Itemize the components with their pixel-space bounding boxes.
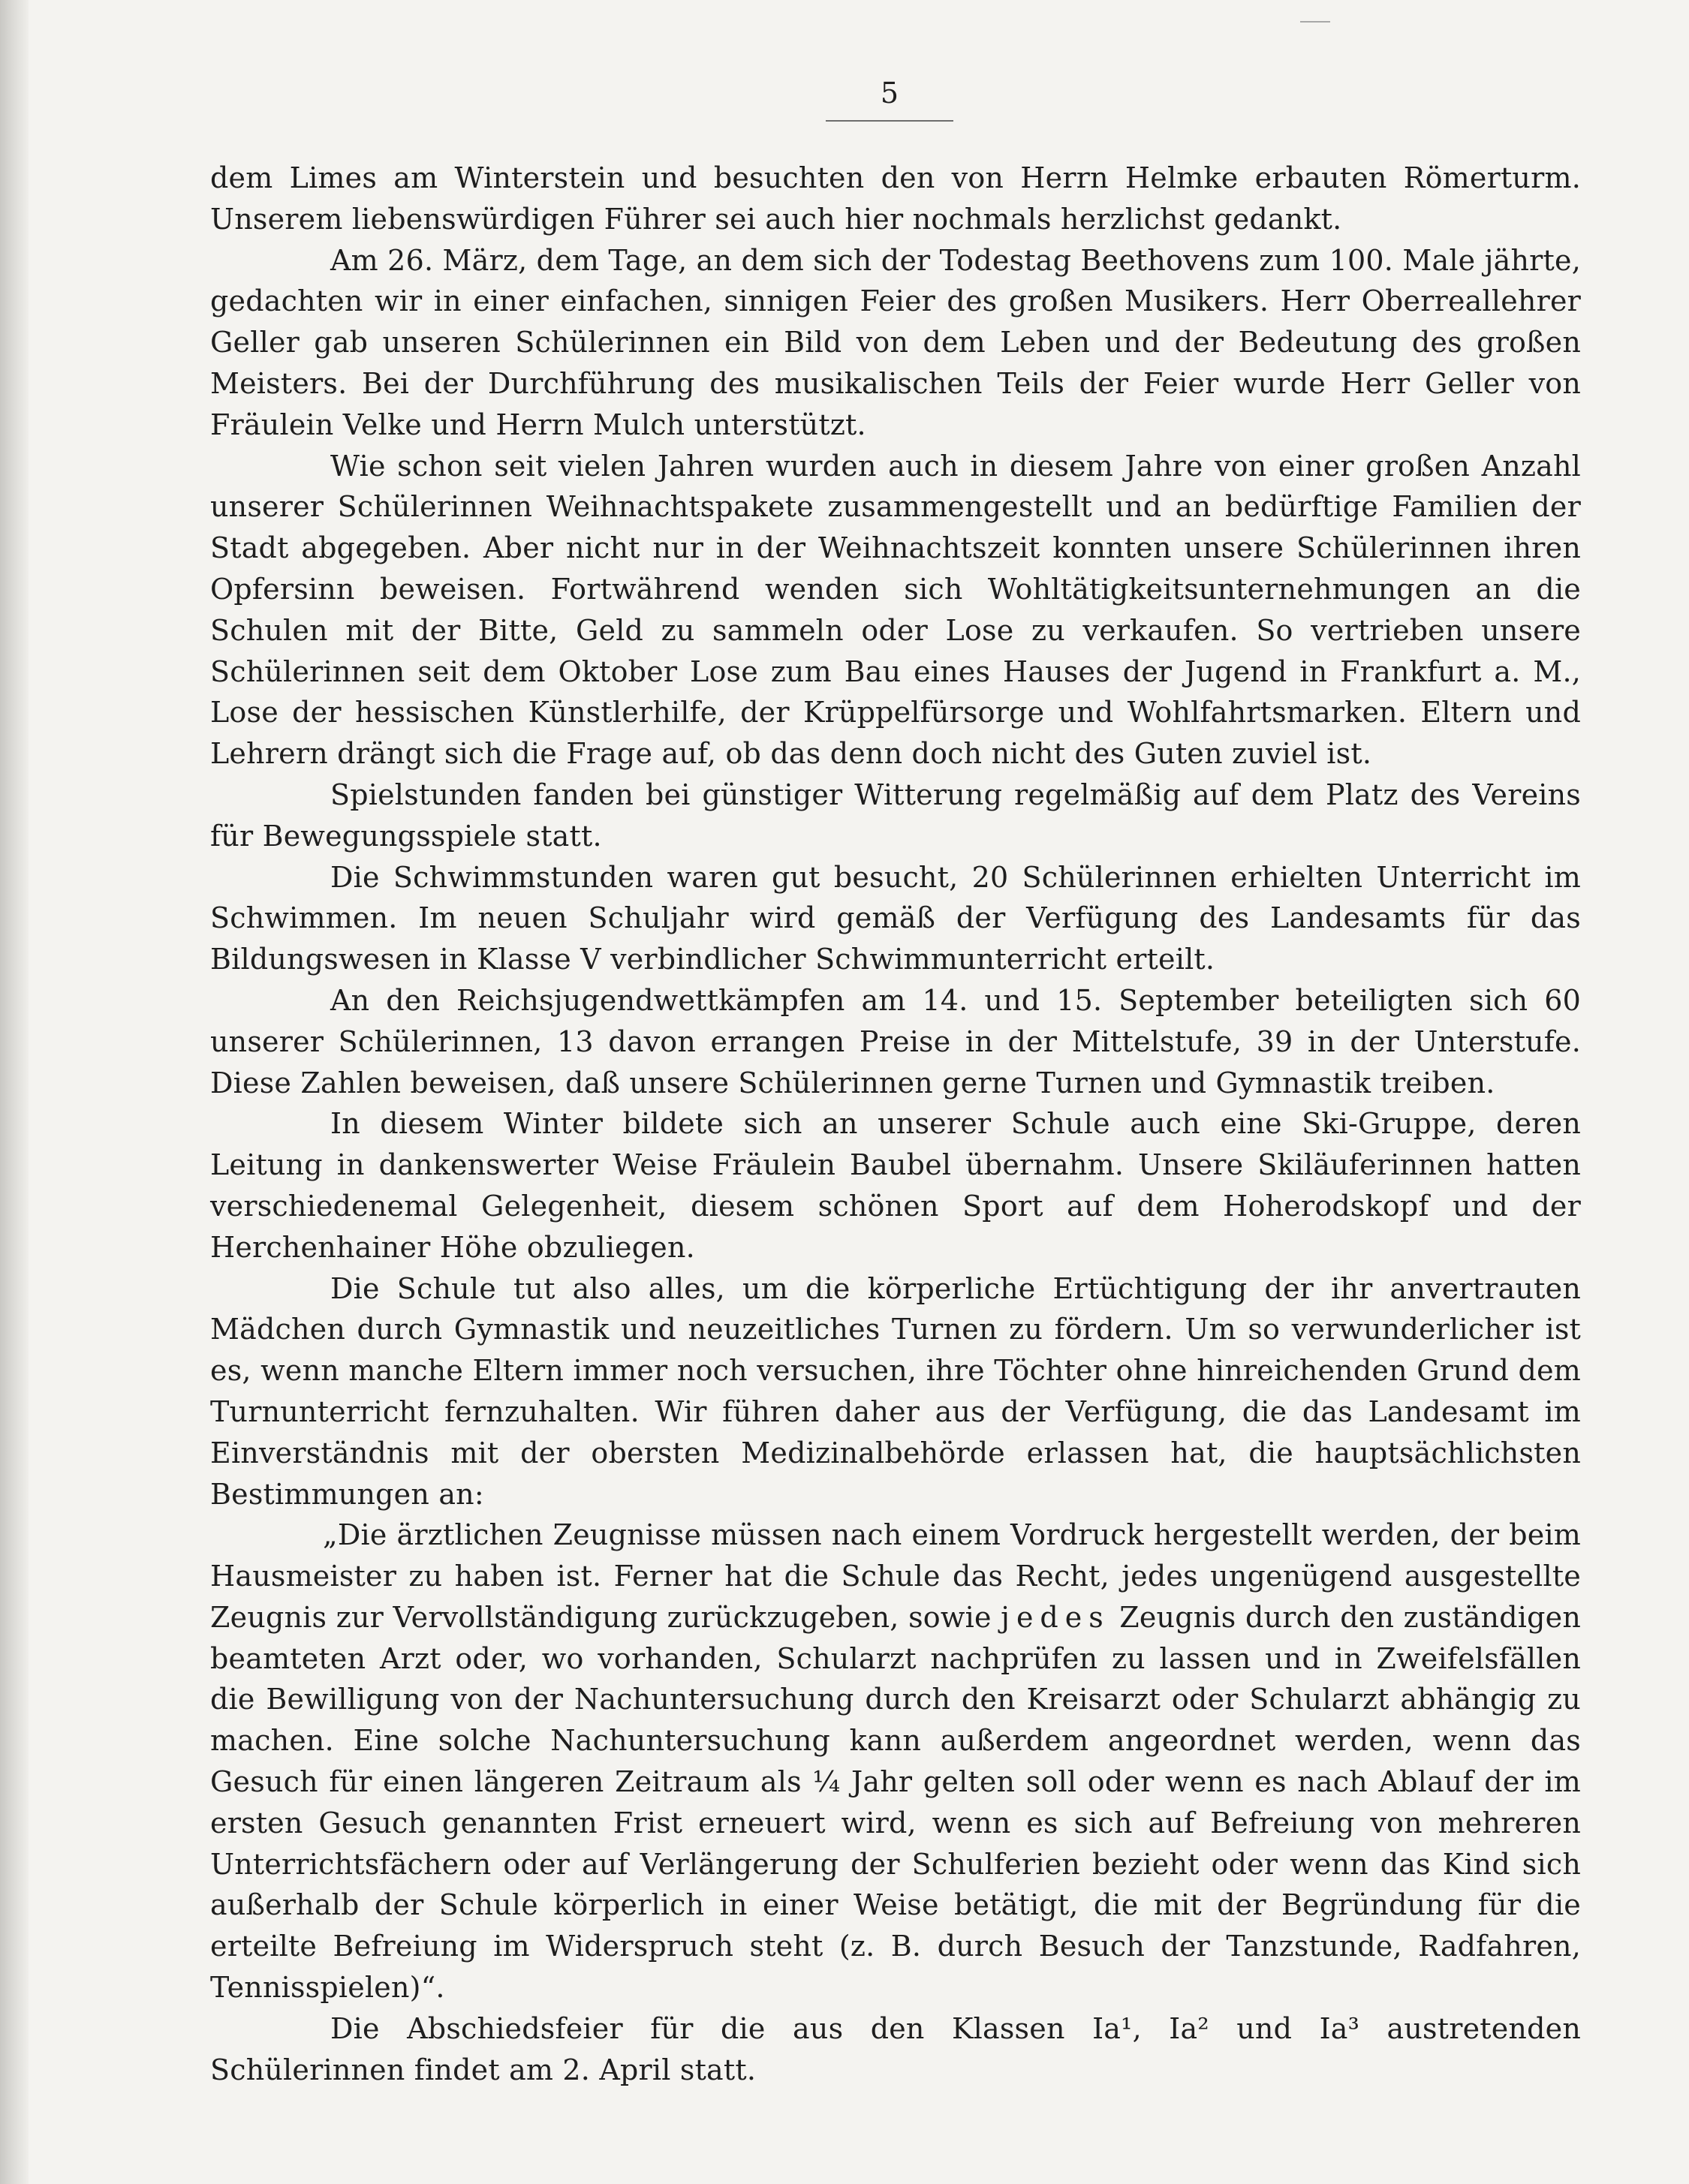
- quote-text-before: „Die ärztlichen Zeugnisse müssen nach einem Vordruck hergestellt werden, der beim Hausmeister zu haben ist. Ferner hat die Schule das Recht, jedes ungenügend ausgestellte Zeugnis zur Vervollständigung zurückzugeben, sowie: [210, 1518, 1581, 1634]
- paragraph-roemerturm: dem Limes am Winterstein und besuchten den von Herrn Helmke erbauten Römerturm. Unserem liebenswürdigen Führer sei auch hier nochmals herzlichst gedankt.: [210, 161, 1581, 236]
- paragraph-verfuegung-zitat: [210, 1515, 1581, 2008]
- paragraph-ski-gruppe: In diesem Winter bildete sich an unserer Schule auch eine Ski-Gruppe, deren Leitung in dankenswerter Weise Fräulein Baubel übernahm. Unsere Skiläuferinnen hatten verschiedenemal Gelegenheit, diesem schönen Sport auf dem Hoherodskopf und der Herchenhainer Höhe obzuliegen.: [210, 1107, 1581, 1264]
- scan-mark: [1300, 21, 1330, 23]
- paragraph-weihnachtspakete: Wie schon seit vielen Jahren wurden auch in diesem Jahre von einer großen Anzahl unserer Schülerinnen Weihnachtspakete zusammengestellt und an bedürftige Familien der Stadt abgegeben. Aber nicht nur in der Weihnachtszeit konnten unsere Schülerinnen ihren Opfersinn beweisen. Fortwährend wenden sich Wohltätigkeitsunternehmungen an die Schulen mit der Bitte, Geld zu sammeln oder Lose zu verkaufen. So vertrieben unsere Schülerinnen seit dem Oktober Lose zum Bau eines Hauses der Jugend in Frankfurt a. M., Lose der hessischen Künstlerhilfe, der Krüppelfürsorge und Wohlfahrtsmarken. Eltern und Lehrern drängt sich die Frage auf, ob das denn doch nicht des Guten zuviel ist.: [210, 449, 1581, 771]
- page-edge-shadow: [0, 0, 29, 2184]
- quote-emphasis-jedes: jedes: [1001, 1600, 1110, 1634]
- quote-text-after: Zeugnis durch den zuständigen beamteten Arzt oder, wo vorhanden, Schularzt nachprüfen zu lassen und in Zweifelsfällen die Bewilligung von der Nachuntersuchung durch den Kreisarzt oder Schularzt abhängig zu machen. Eine solche Nachuntersuchung kann außerdem angeordnet werden, wenn das Gesuch für einen längeren Zeitraum als ¼ Jahr gelten soll oder wenn es nach Ablauf der im ersten Gesuch genannten Frist erneuert wird, wenn es sich auf Befreiung von mehreren Unterrichtsfächern oder auf Verlängerung der Schulferien bezieht oder wenn das Kind sich außerhalb der Schule körperlich in einer Weise betätigt, die mit der Begründung für die erteilte Befreiung im Widerspruch steht (z. B. durch Besuch der Tanzstunde, Radfahren, Tennisspielen)“.: [210, 1600, 1581, 2005]
- paragraph-schwimmstunden: Die Schwimmstunden waren gut besucht, 20 Schülerinnen erhielten Unterricht im Schwimmen. Im neuen Schuljahr wird gemäß der Verfügung des Landesamts für das Bildungswesen in Klasse V verbindlicher Schwimmunterricht erteilt.: [210, 860, 1581, 976]
- paragraph-spielstunden: Spielstunden fanden bei günstiger Witterung regelmäßig auf dem Platz des Vereins für Bewegungsspiele statt.: [210, 778, 1581, 853]
- paragraph-beethoven-feier: Am 26. März, dem Tage, an dem sich der Todestag Beethovens zum 100. Male jährte, gedachten wir in einer einfachen, sinnigen Feier des großen Musikers. Herr Oberreallehrer Geller gab unseren Schülerinnen ein Bild von dem Leben und der Bedeutung des großen Meisters. Bei der Durchführung des musikalischen Teils der Feier wurde Herr Geller von Fräulein Velke und Herrn Mulch unterstützt.: [210, 243, 1581, 441]
- page-number-rule: [826, 120, 953, 122]
- paragraph-koerperliche-ertuechtigung: Die Schule tut also alles, um die körperliche Ertüchtigung der ihr anvertrauten Mädchen durch Gymnastik und neuzeitliches Turnen zu fördern. Um so verwunderlicher ist es, wenn manche Eltern immer noch versuchen, ihre Töchter ohne hinreichenden Grund dem Turnunterricht fernzuhalten. Wir führen daher aus der Verfügung, die das Landesamt im Einverständnis mit der obersten Medizinalbehörde erlassen hat, die hauptsächlichsten Bestimmungen an:: [210, 1271, 1581, 1511]
- paragraph-reichsjugendwettkaempfe: An den Reichsjugendwettkämpfen am 14. und 15. September beteiligten sich 60 unserer Schülerinnen, 13 davon errangen Preise in der Mittelstufe, 39 in der Unterstufe. Diese Zahlen beweisen, daß unsere Schülerinnen gerne Turnen und Gymnastik treiben.: [210, 983, 1581, 1100]
- page-number: 5: [880, 77, 899, 110]
- document-body: [210, 158, 1581, 2090]
- paragraph-abschiedsfeier: Die Abschiedsfeier für die aus den Klassen Ia¹, Ia² und Ia³ austretenden Schülerinnen findet am 2. April statt.: [210, 2011, 1581, 2086]
